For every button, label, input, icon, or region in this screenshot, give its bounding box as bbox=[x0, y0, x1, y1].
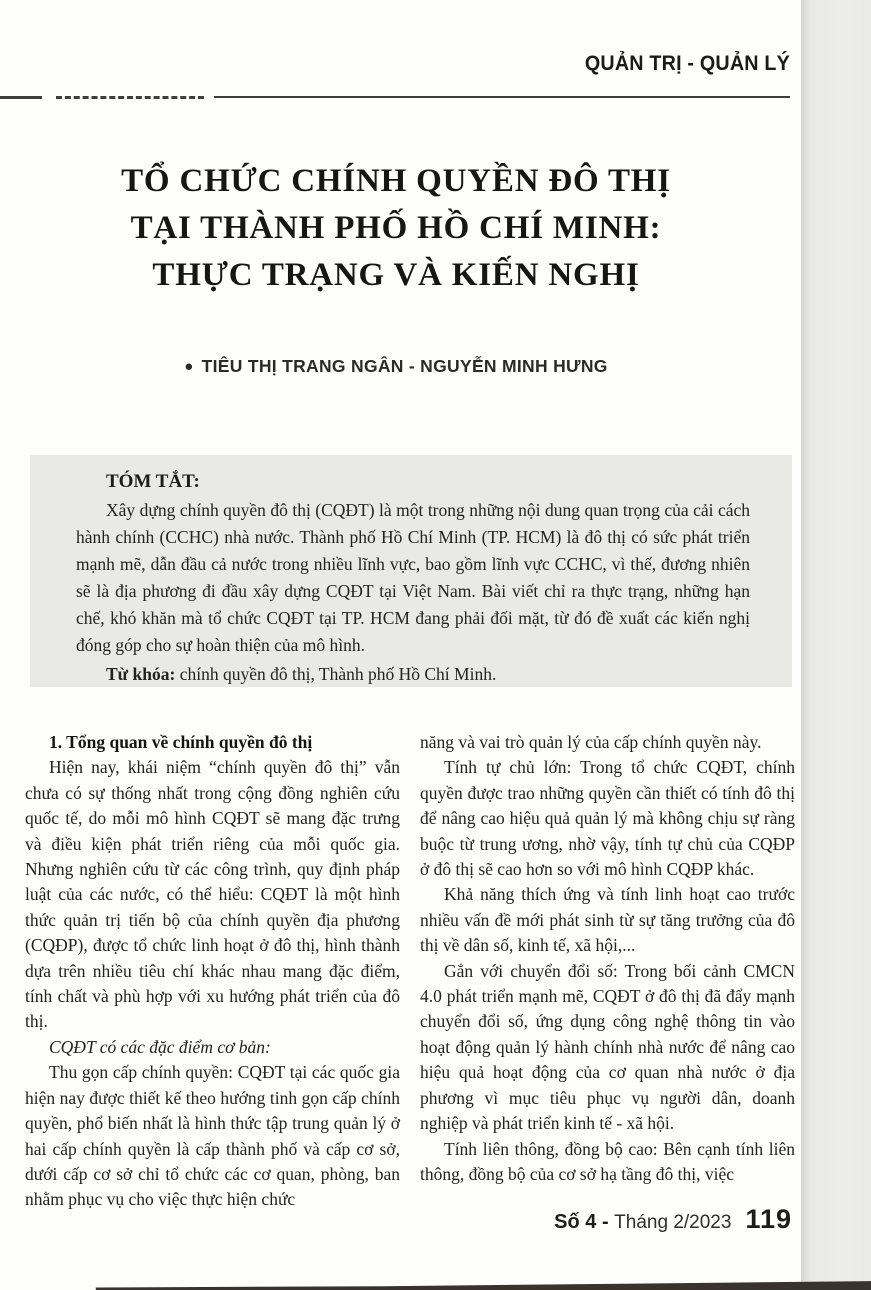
author-line bbox=[0, 356, 792, 377]
article-title-line3: THỰC TRẠNG VÀ KIẾN NGHỊ bbox=[152, 257, 640, 293]
page-number: 119 bbox=[745, 1204, 792, 1234]
issue-date: Tháng 2/2023 bbox=[614, 1212, 732, 1233]
page-edge-strip bbox=[801, 0, 871, 1282]
bullet-icon: ● bbox=[184, 358, 194, 375]
paragraph: Tính tự chủ lớn: Trong tổ chức CQĐT, chính quyền được trao những quyền cần thiết có tính đô thị để nâng cao hiệu quả quản lý mà không chịu sự ràng buộc từ trung ương, nhờ vậy, tính tự chủ của CQĐP ở đô thị sẽ cao hơn so với mô hình CQĐP khác. bbox=[420, 757, 795, 880]
paragraph-continuation: năng và vai trò quản lý của cấp chính quyền này. bbox=[420, 732, 762, 752]
article-title-line2: TẠI THÀNH PHỐ HỒ CHÍ MINH: bbox=[130, 210, 662, 246]
body-column-right bbox=[420, 730, 795, 1187]
abstract-heading: TÓM TẮT: bbox=[106, 471, 200, 492]
section-label: QUẢN TRỊ - QUẢN LÝ bbox=[584, 52, 790, 75]
paragraph-italic: CQĐT có các đặc điểm cơ bản: bbox=[49, 1036, 271, 1057]
abstract-body: Xây dựng chính quyền đô thị (CQĐT) là một trong những nội dung quan trọng của cải cách hành chính (CCHC) nhà nước. Thành phố Hồ Chí Minh (TP. HCM) là đô thị có sức phát triển mạnh mẽ, dẫn đầu cả nước trong nhiều lĩnh vực, bao gồm lĩnh vực CCHC, vì thế, đương nhiên sẽ là địa phương đi đầu xây dựng CQĐT tại Việt Nam. Bài viết chỉ ra thực trạng, những hạn chế, khó khăn mà tổ chức CQĐT tại TP. HCM đang phải đối mặt, từ đó đề xuất các kiến nghị đóng góp cho sự hoàn thiện của mô hình. bbox=[76, 500, 750, 655]
section-heading: 1. Tổng quan về chính quyền đô thị bbox=[49, 732, 313, 752]
rule-segment-dashed bbox=[56, 96, 204, 99]
scan-shadow-bar bbox=[0, 1281, 871, 1290]
abstract-box bbox=[30, 455, 792, 687]
issue-label: Số 4 bbox=[554, 1211, 597, 1233]
keywords-label: Từ khóa: bbox=[106, 664, 176, 684]
issue-separator: - bbox=[596, 1211, 615, 1233]
article-title bbox=[0, 158, 792, 299]
article-title-line1: TỔ CHỨC CHÍNH QUYỀN ĐÔ THỊ bbox=[121, 163, 671, 199]
header-rule bbox=[0, 96, 790, 99]
page-footer bbox=[0, 1204, 792, 1235]
keywords-line bbox=[76, 661, 750, 688]
rule-segment-solid-long bbox=[214, 96, 790, 99]
keywords-text: chính quyền đô thị, Thành phố Hồ Chí Minh. bbox=[175, 664, 497, 684]
paragraph: Thu gọn cấp chính quyền: CQĐT tại các quốc gia hiện nay được thiết kế theo hướng tinh gọn cấp chính quyền, phổ biến nhất là hình thức tập trung quản lý ở hai cấp chính quyền là cấp thành phố và cấp cơ sở, dưới cấp cơ sở chỉ tổ chức các cơ quan, phòng, ban nhằm phục vụ cho việc thực hiện chức bbox=[25, 1062, 400, 1210]
paragraph: Tính liên thông, đồng bộ cao: Bên cạnh tính liên thông, đồng bộ của cơ sở hạ tầng đô thị, việc bbox=[420, 1138, 795, 1184]
author-names: TIÊU THỊ TRANG NGÂN - NGUYỄN MINH HƯNG bbox=[201, 356, 608, 376]
body-column-left bbox=[25, 730, 400, 1213]
paragraph: Gắn với chuyển đổi số: Trong bối cảnh CMCN 4.0 phát triển mạnh mẽ, CQĐT ở đô thị đã đẩy mạnh chuyển đổi số, ứng dụng công nghệ thông tin vào hoạt động quản lý hành chính nhà nước để nâng cao hiệu quả hoạt động của cơ quan nhà nước ở địa phương vì mục tiêu phục vụ người dân, doanh nghiệp và phát triển kinh tế - xã hội. bbox=[420, 960, 795, 1134]
paragraph: Khả năng thích ứng và tính linh hoạt cao trước nhiều vấn đề mới phát sinh từ sự tăng trưởng của đô thị về dân số, kinh tế, xã hội,... bbox=[420, 884, 795, 956]
paragraph: Hiện nay, khái niệm “chính quyền đô thị” vẫn chưa có sự thống nhất trong cộng đồng nghiên cứu quốc tế, do mỗi mô hình CQĐT sẽ mang đặc trưng và điều kiện phát triển riêng của mỗi quốc gia. Nhưng nghiên cứu từ các công trình, quy định pháp luật của các nước, có thể hiểu: CQĐT là một hình thức quản trị tiến bộ của chính quyền địa phương (CQĐP), được tổ chức linh hoạt ở đô thị, hình thành dựa trên nhiều tiêu chí khác nhau mang đặc điểm, tính chất và phù hợp với xu hướng phát triển của đô thị. bbox=[25, 757, 400, 1032]
rule-segment-solid-short bbox=[0, 96, 42, 99]
